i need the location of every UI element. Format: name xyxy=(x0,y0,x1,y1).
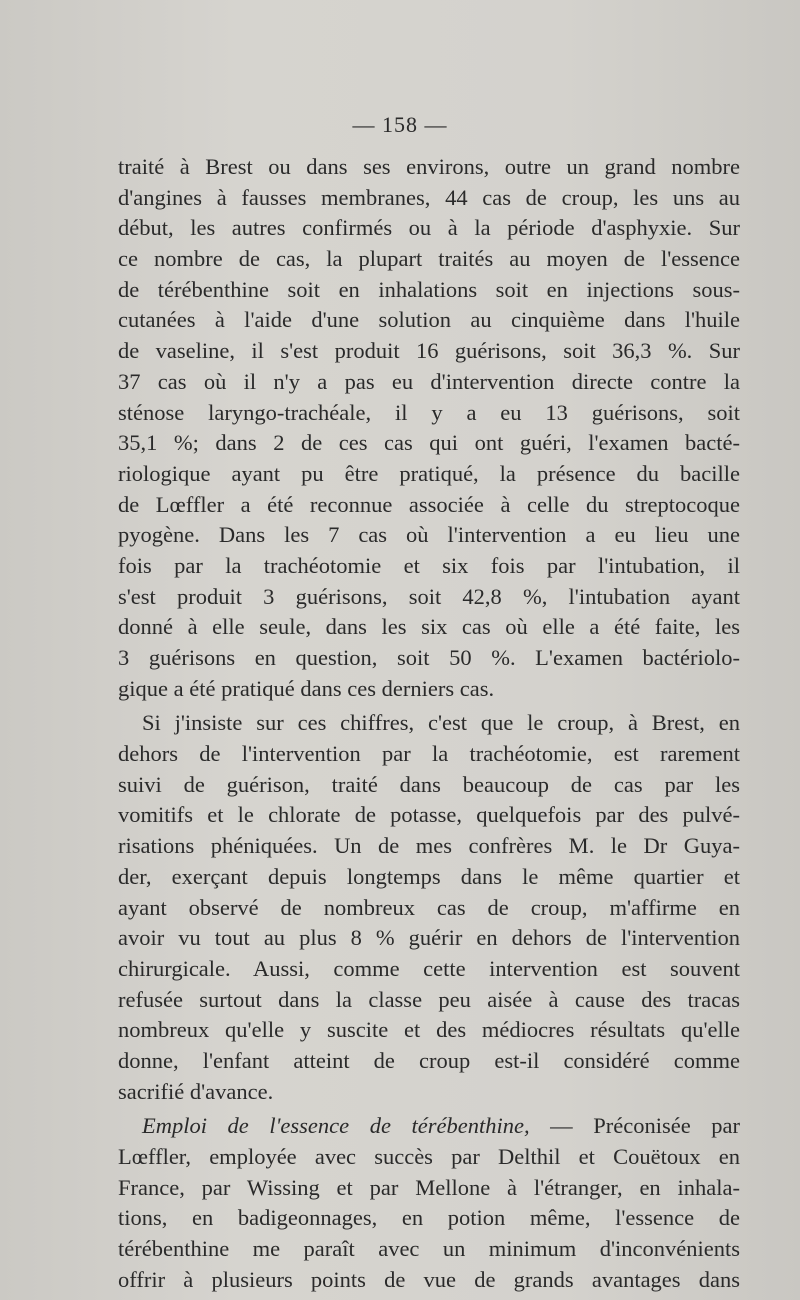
text-line: Lœffler, employée avec succès par Delthil et Couëtoux en xyxy=(118,1144,740,1169)
paragraph-2 xyxy=(118,708,740,1107)
text-line: Si j'insiste sur ces chiffres, c'est que le croup, à Brest, en xyxy=(142,710,740,736)
text-line: térébenthine me paraît avec un minimum d'inconvénients xyxy=(118,1236,740,1262)
text-line: ayant observé de nombreux cas de croup, m'affirme en xyxy=(118,894,740,920)
text-line: début, les autres confirmés ou à la période d'asphyxie. Sur xyxy=(118,215,740,241)
text-line: nombreux qu'elle y suscite et des médiocres résultats qu'elle xyxy=(118,1017,740,1043)
text-line: 35,1 %; dans 2 de ces cas qui ont guéri, l'examen bacté- xyxy=(118,430,740,456)
text-line: refusée surtout dans la classe peu aisée à cause des tracas xyxy=(118,986,740,1012)
text-fragment: — Préconisée par xyxy=(550,1113,740,1139)
text-line: de térébenthine soit en inhalations soit en injections sous- xyxy=(118,276,740,302)
text-line: vomitifs et le chlorate de potasse, quelquefois par des pulvé- xyxy=(118,802,740,828)
text-line: sténose laryngo-trachéale, il y a eu 13 guérisons, soit xyxy=(118,399,740,425)
text-line: de Lœffler a été reconnue associée à celle du streptocoque xyxy=(118,491,740,517)
text-line: 3 guérisons en question, soit 50 %. L'examen bactériolo- xyxy=(118,645,740,670)
text-line: de vaseline, il s'est produit 16 guérisons, soit 36,3 %. Sur xyxy=(118,338,740,364)
text-line: ce nombre de cas, la plupart traités au moyen de l'essence xyxy=(118,246,740,272)
text-line: der, exerçant depuis longtemps dans le même quartier et xyxy=(118,863,740,889)
text-line: gique a été pratiqué dans ces derniers cas. xyxy=(118,675,495,701)
text-line: fois par la trachéotomie et six fois par l'intubation, il xyxy=(118,552,740,578)
text-line: riologique ayant pu être pratiqué, la présence du bacille xyxy=(118,460,740,486)
text-line: traité à Brest ou dans ses environs, outre un grand nombre xyxy=(118,154,740,179)
text-line: risations phéniquées. Un de mes confrères M. le Dr Guya- xyxy=(118,833,740,859)
text-line: s'est produit 3 guérisons, soit 42,8 %, l'intubation ayant xyxy=(118,583,740,609)
text-line: France, par Wissing et par Mellone à l'étranger, en inhala- xyxy=(118,1174,740,1200)
text-line: dehors de l'intervention par la trachéotomie, est rarement xyxy=(118,741,740,767)
page-number: — 158 — xyxy=(352,112,448,137)
text-line xyxy=(118,1111,740,1142)
text-line: pyogène. Dans les 7 cas où l'intervention a eu lieu une xyxy=(118,522,740,548)
body-text xyxy=(118,152,740,1295)
text-line: avoir vu tout au plus 8 % guérir en dehors de l'intervention xyxy=(118,925,740,951)
text-line: suivi de guérison, traité dans beaucoup de cas par les xyxy=(118,771,740,797)
paragraph-1 xyxy=(118,152,740,704)
text-line: donne, l'enfant atteint de croup est-il considéré comme xyxy=(118,1047,740,1073)
text-line: offrir à plusieurs points de vue de grands avantages dans xyxy=(118,1266,740,1292)
text-line: cutanées à l'aide d'une solution au cinquième dans l'huile xyxy=(118,307,740,333)
section-heading: Emploi de l'essence de térébenthine, xyxy=(142,1113,530,1139)
text-line: sacrifié d'avance. xyxy=(118,1078,274,1104)
text-line: tions, en badigeonnages, en potion même, l'essence de xyxy=(118,1205,740,1231)
paragraph-3 xyxy=(118,1111,740,1295)
text-line: donné à elle seule, dans les six cas où elle a été faite, les xyxy=(118,614,740,640)
text-line: 37 cas où il n'y a pas eu d'intervention directe contre la xyxy=(118,368,740,394)
text-line: d'angines à fausses membranes, 44 cas de croup, les uns au xyxy=(118,184,740,210)
text-line: chirurgicale. Aussi, comme cette intervention est souvent xyxy=(118,955,740,981)
